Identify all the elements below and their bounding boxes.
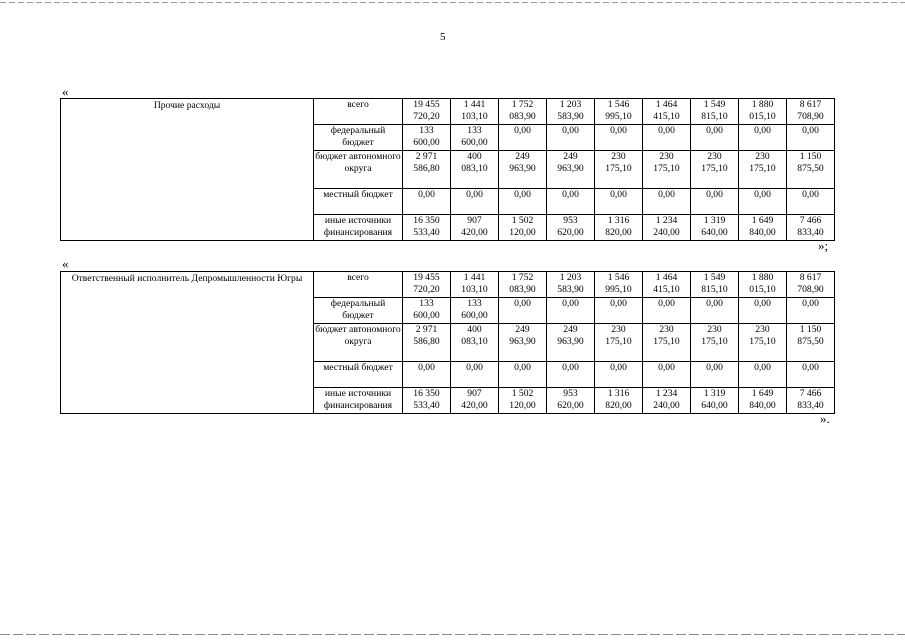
- opening-quote-2: «: [62, 256, 69, 271]
- funding-source: иные источники финансирования: [314, 388, 403, 414]
- value-cell: 8 617 708,90: [787, 272, 835, 298]
- value-cell: 0,00: [499, 189, 547, 215]
- value-cell: 0,00: [595, 189, 643, 215]
- value-cell: 1 546 995,10: [595, 272, 643, 298]
- value-cell: 0,00: [787, 298, 835, 324]
- value-cell: 249 963,90: [499, 151, 547, 189]
- expenses-table-responsible: [60, 271, 835, 414]
- value-cell: 1 649 840,00: [739, 388, 787, 414]
- value-cell: 0,00: [691, 362, 739, 388]
- value-cell: 1 752 083,90: [499, 99, 547, 125]
- value-cell: 0,00: [787, 125, 835, 151]
- row-heading: Прочие расходы: [61, 99, 314, 241]
- value-cell: 133 600,00: [403, 298, 451, 324]
- value-cell: 0,00: [595, 125, 643, 151]
- value-cell: 8 617 708,90: [787, 99, 835, 125]
- value-cell: 0,00: [643, 189, 691, 215]
- value-cell: 0,00: [451, 362, 499, 388]
- value-cell: 19 455 720,20: [403, 99, 451, 125]
- value-cell: 1 549 815,10: [691, 272, 739, 298]
- value-cell: 0,00: [547, 298, 595, 324]
- value-cell: 1 234 240,00: [643, 215, 691, 241]
- value-cell: 400 083,10: [451, 324, 499, 362]
- value-cell: 1 464 415,10: [643, 99, 691, 125]
- value-cell: 1 752 083,90: [499, 272, 547, 298]
- value-cell: 1 319 640,00: [691, 215, 739, 241]
- table-row: [61, 99, 835, 125]
- opening-quote-1: «: [62, 84, 69, 99]
- value-cell: 230 175,10: [739, 324, 787, 362]
- value-cell: 2 971 586,80: [403, 324, 451, 362]
- value-cell: 0,00: [643, 298, 691, 324]
- value-cell: 230 175,10: [739, 151, 787, 189]
- value-cell: 230 175,10: [595, 324, 643, 362]
- value-cell: 0,00: [643, 125, 691, 151]
- funding-source: бюджет автономного округа: [314, 151, 403, 189]
- value-cell: 0,00: [403, 362, 451, 388]
- value-cell: 230 175,10: [691, 324, 739, 362]
- value-cell: 0,00: [787, 362, 835, 388]
- value-cell: 0,00: [739, 125, 787, 151]
- value-cell: 1 203 583,90: [547, 99, 595, 125]
- value-cell: 19 455 720,20: [403, 272, 451, 298]
- value-cell: 0,00: [547, 362, 595, 388]
- value-cell: 0,00: [595, 362, 643, 388]
- value-cell: 0,00: [595, 298, 643, 324]
- funding-source: всего: [314, 99, 403, 125]
- value-cell: 0,00: [691, 189, 739, 215]
- value-cell: 133 600,00: [451, 298, 499, 324]
- value-cell: 1 316 820,00: [595, 388, 643, 414]
- value-cell: 230 175,10: [691, 151, 739, 189]
- value-cell: 0,00: [643, 362, 691, 388]
- scan-edge-bottom: [0, 634, 905, 635]
- value-cell: 133 600,00: [451, 125, 499, 151]
- value-cell: 0,00: [547, 189, 595, 215]
- table-row: [61, 272, 835, 298]
- value-cell: 0,00: [691, 125, 739, 151]
- value-cell: 1 319 640,00: [691, 388, 739, 414]
- value-cell: 230 175,10: [643, 324, 691, 362]
- value-cell: 0,00: [547, 125, 595, 151]
- value-cell: 16 350 533,40: [403, 388, 451, 414]
- value-cell: 1 502 120,00: [499, 388, 547, 414]
- value-cell: 0,00: [787, 189, 835, 215]
- funding-source: иные источники финансирования: [314, 215, 403, 241]
- funding-source: всего: [314, 272, 403, 298]
- funding-source: федеральный бюджет: [314, 298, 403, 324]
- closing-quote-2: ».: [820, 411, 830, 426]
- funding-source: бюджет автономного округа: [314, 324, 403, 362]
- value-cell: 0,00: [499, 298, 547, 324]
- value-cell: 400 083,10: [451, 151, 499, 189]
- value-cell: 249 963,90: [499, 324, 547, 362]
- value-cell: 7 466 833,40: [787, 215, 835, 241]
- value-cell: 907 420,00: [451, 215, 499, 241]
- table-body: [61, 99, 835, 241]
- value-cell: 1 649 840,00: [739, 215, 787, 241]
- value-cell: 1 880 015,10: [739, 99, 787, 125]
- value-cell: 1 203 583,90: [547, 272, 595, 298]
- value-cell: 1 316 820,00: [595, 215, 643, 241]
- value-cell: 2 971 586,80: [403, 151, 451, 189]
- expenses-table-other: [60, 98, 835, 241]
- funding-source: федеральный бюджет: [314, 125, 403, 151]
- table-body: [61, 272, 835, 414]
- value-cell: 0,00: [451, 189, 499, 215]
- value-cell: 1 464 415,10: [643, 272, 691, 298]
- value-cell: 0,00: [739, 298, 787, 324]
- value-cell: 1 549 815,10: [691, 99, 739, 125]
- value-cell: 0,00: [499, 125, 547, 151]
- row-heading: Ответственный исполнитель Депромышленности Югры: [61, 272, 314, 414]
- value-cell: 249 963,90: [547, 151, 595, 189]
- value-cell: 16 350 533,40: [403, 215, 451, 241]
- value-cell: 907 420,00: [451, 388, 499, 414]
- value-cell: 7 466 833,40: [787, 388, 835, 414]
- value-cell: 0,00: [499, 362, 547, 388]
- page-number: 5: [440, 31, 446, 43]
- value-cell: 1 150 875,50: [787, 324, 835, 362]
- value-cell: 133 600,00: [403, 125, 451, 151]
- funding-source: местный бюджет: [314, 189, 403, 215]
- value-cell: 1 150 875,50: [787, 151, 835, 189]
- value-cell: 0,00: [691, 298, 739, 324]
- value-cell: 230 175,10: [643, 151, 691, 189]
- value-cell: 953 620,00: [547, 388, 595, 414]
- value-cell: 249 963,90: [547, 324, 595, 362]
- value-cell: 0,00: [739, 189, 787, 215]
- value-cell: 1 441 103,10: [451, 272, 499, 298]
- value-cell: 1 502 120,00: [499, 215, 547, 241]
- value-cell: 1 234 240,00: [643, 388, 691, 414]
- value-cell: 1 880 015,10: [739, 272, 787, 298]
- value-cell: 1 441 103,10: [451, 99, 499, 125]
- value-cell: 1 546 995,10: [595, 99, 643, 125]
- value-cell: 230 175,10: [595, 151, 643, 189]
- value-cell: 953 620,00: [547, 215, 595, 241]
- scan-edge-top: [0, 2, 905, 3]
- value-cell: 0,00: [739, 362, 787, 388]
- funding-source: местный бюджет: [314, 362, 403, 388]
- value-cell: 0,00: [403, 189, 451, 215]
- closing-quote-1: »;: [818, 238, 829, 253]
